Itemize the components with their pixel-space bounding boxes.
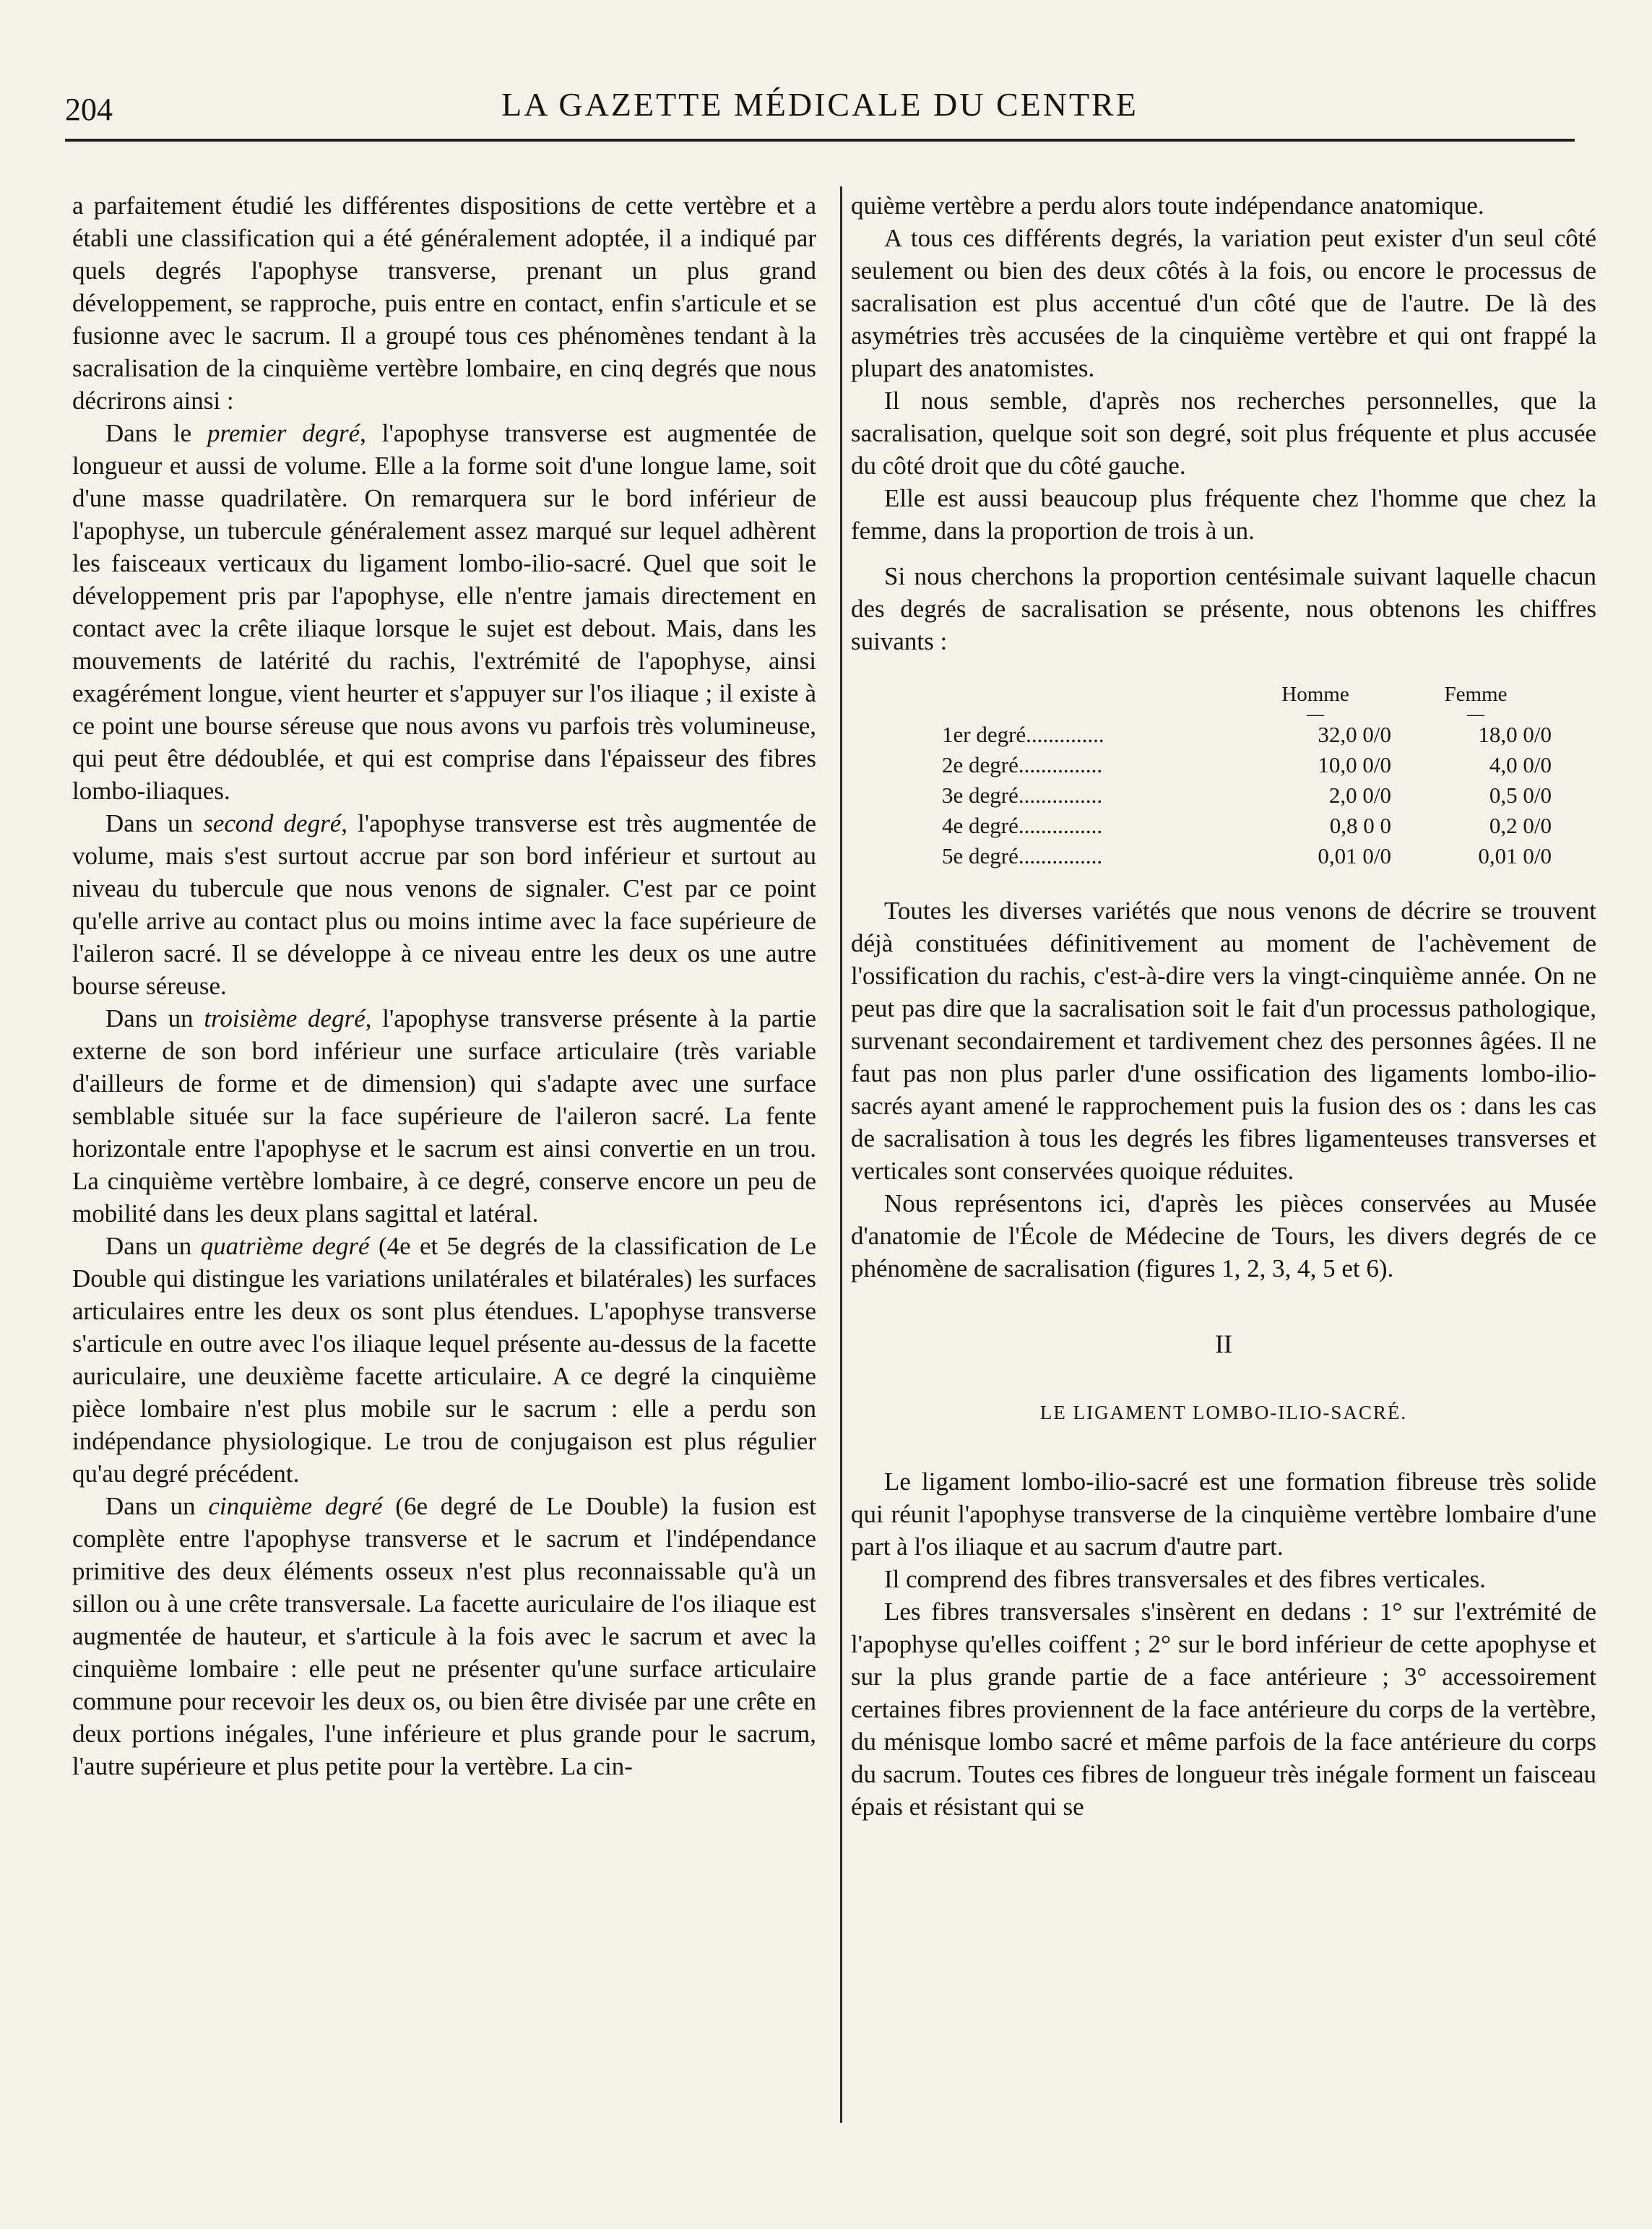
column-divider <box>840 186 842 2123</box>
paragraph: Elle est aussi beaucoup plus fréquente chez l'homme que chez la femme, dans la proportion de trois à un. <box>851 484 1596 545</box>
row-label: 4e degré............... <box>942 813 1103 838</box>
term-cinquieme-degre: cinquième degré <box>208 1492 383 1520</box>
table-header-homme: Homme <box>1281 683 1349 706</box>
row-femme: 18,0 0/0 <box>1478 722 1552 747</box>
page-header <box>65 85 1575 143</box>
row-femme: 0,01 0/0 <box>1478 843 1552 868</box>
paragraph: Si nous cherchons la proportion centésimale suivant laquelle chacun des degrés de sacralisation se présente, nous obtenons les chiffres suivants : <box>851 562 1596 655</box>
section-number: II <box>1215 1329 1232 1358</box>
paragraph-quatrieme-degre: Dans un quatrième degré (4e et 5e degrés de la classification de Le Double qui distingue les variations unilatérales et bilatérales) les surfaces articulaires entre les deux os sont plus étendues. L'apophyse transverse s'articule en outre avec l'os iliaque lequel présente au-dessus de la facette auriculaire, une deuxième facette articulaire. A ce degré la cinquième pièce lombaire n'est plus mobile sur le sacrum : elle a perdu son indépendance physiologique. Le trou de conjugaison est plus régulier qu'au degré précédent. <box>72 1232 816 1488</box>
row-homme: 32,0 0/0 <box>1318 722 1391 747</box>
table-row <box>938 811 1556 841</box>
paragraph: Le ligament lombo-ilio-sacré est une formation fibreuse très solide qui réunit l'apophyse transverse de la cinquième vertèbre lombaire d'une part à l'os iliaque et au sacrum d'autre part. <box>851 1467 1596 1561</box>
row-label: 3e degré............... <box>942 782 1103 808</box>
left-column <box>72 189 816 1782</box>
table-row <box>938 720 1556 750</box>
paragraph: A tous ces différents degrés, la variation peut exister d'un seul côté seulement ou bien des deux côtés à la fois, ou encore le processus de sacralisation est plus accentué d'un côté que de l'autre. De là des asymétries très accusées de la cinquième vertèbre et qui ont frappé la plupart des anatomistes. <box>851 224 1596 382</box>
row-homme: 0,8 0 0 <box>1329 813 1391 838</box>
paragraph: Il nous semble, d'après nos recherches personnelles, que la sacralisation, quelque soit son degré, soit plus fréquente et plus accusée du côté droit que du côté gauche. <box>851 387 1596 480</box>
table-row <box>938 750 1556 780</box>
right-column <box>851 189 1596 1823</box>
header-rule <box>65 139 1575 142</box>
row-femme: 0,2 0/0 <box>1489 813 1552 838</box>
paragraph: a parfaitement étudié les différentes dispositions de cette vertèbre et a établi une classification qui a été généralement adoptée, il a indiqué par quels degrés l'apophyse transverse, prenant un plus grand développement, se rapproche, puis entre en contact, enfin s'articule et se fusionne avec le sacrum. Il a groupé tous ces phénomènes tendant à la sacralisation de la cinquième vertèbre lombaire, en cinq degrés que nous décrirons ainsi : <box>72 191 816 415</box>
paragraph-troisieme-degre: Dans un troisième degré, l'apophyse transverse présente à la partie externe de son bord inférieur une surface articulaire (très variable d'ailleurs de forme et de dimension) qui s'adapte avec une surface semblable située sur la face supérieure de l'aileron sacré. La fente horizontale entre l'apophyse et le sacrum est ainsi convertie en un trou. La cinquième vertèbre lombaire, à ce degré, conserve encore un peu de mobilité dans les deux plans sagittal et latéral. <box>72 1004 816 1228</box>
row-label: 2e degré............... <box>942 752 1103 777</box>
row-label: 1er degré.............. <box>942 722 1104 747</box>
table-row <box>938 780 1556 811</box>
table-header-femme: Femme <box>1444 683 1508 706</box>
paragraph: Nous représentons ici, d'après les pièces conservées au Musée d'anatomie de l'École de Médecine de Tours, les divers degrés de ce phénomène de sacralisation (figures 1, 2, 3, 4, 5 et 6). <box>851 1189 1596 1282</box>
paragraph: quième vertèbre a perdu alors toute indépendance anatomique. <box>851 191 1484 220</box>
table-dash: — <box>1467 705 1484 724</box>
table-row <box>938 841 1556 871</box>
term-premier-degre: premier degré <box>207 419 360 447</box>
paragraph-second-degre: Dans un second degré, l'apophyse transverse est très augmentée de volume, mais s'est surtout accrue par son bord inférieur et surtout au niveau du tubercule que nous venons de signaler. C'est par ce point qu'elle arrive au contact plus ou moins intime avec la face supérieure de l'aileron sacré. Il se développe à ce niveau entre les deux os une autre bourse séreuse. <box>72 809 816 1000</box>
paragraph-cinquieme-degre: Dans un cinquième degré (6e degré de Le Double) la fusion est complète entre l'apophyse transverse et le sacrum et l'indépendance primitive des deux éléments osseux n'est plus reconnaissable qu'à un sillon ou à une crête transversale. La facette auriculaire de l'os iliaque est augmentée de hauteur, et s'articule à la fois avec le sacrum et avec la cinquième lombaire : elle peut ne présenter qu'une surface articulaire commune pour recevoir les deux os, ou bien être divisée par une crête en deux portions inégales, l'une inférieure et plus grande pour le sacrum, l'autre supérieure et plus petite pour la vertèbre. La cin- <box>72 1492 816 1780</box>
running-title: LA GAZETTE MÉDICALE DU CENTRE <box>501 86 1138 123</box>
row-femme: 0,5 0/0 <box>1489 782 1552 808</box>
row-homme: 2,0 0/0 <box>1328 782 1391 808</box>
row-homme: 10,0 0/0 <box>1318 752 1391 777</box>
row-homme: 0,01 0/0 <box>1318 843 1391 868</box>
sacralisation-table <box>938 679 1556 871</box>
paragraph-premier-degre: Dans le premier degré, l'apophyse transverse est augmentée de longueur et aussi de volume. Elle a la forme soit d'une longue lame, soit d'une masse quadrilatère. On remarquera sur le bord inférieur de l'apophyse, un tubercule généralement assez marqué sur lequel adhèrent les faisceaux verticaux du ligament lombo-ilio-sacré. Quel que soit le développement pris par l'apophyse, elle n'entre jamais directement en contact avec la crête iliaque lorsque le sujet est debout. Mais, dans les mouvements de latérité du rachis, l'extrémité de l'apophyse, ainsi exagérément longue, vient heurter et s'appuyer sur l'os iliaque ; il existe à ce point une bourse séreuse que nous avons vu parfois très volumineuse, qui peut être dédoublée, et qui est comprise dans l'épaisseur des fibres lombo-iliaques. <box>72 419 816 805</box>
row-label: 5e degré............... <box>942 843 1103 868</box>
paragraph: Les fibres transversales s'insèrent en dedans : 1° sur l'extrémité de l'apophyse qu'elles coiffent ; 2° sur le bord inférieur de cette apophyse et sur la plus grande partie de a face antérieure ; 3° accessoirement certaines fibres proviennent de la face antérieure du corps de la vertèbre, du ménisque lombo sacré et même parfois de la face antérieure du corps du sacrum. Toutes ces fibres de longueur très inégale forment un faisceau épais et résistant qui se <box>851 1598 1596 1821</box>
table-dash: — <box>1307 705 1324 724</box>
row-femme: 4,0 0/0 <box>1489 752 1552 777</box>
paragraph: Toutes les diverses variétés que nous venons de décrire se trouvent déjà constituées définitivement au moment de l'achèvement de l'ossification du rachis, c'est-à-dire vers la vingt-cinquième année. On ne peut pas dire que la sacralisation soit le fait d'un processus pathologique, survenant secondairement et tardivement chez des personnes âgées. Il ne faut pas non plus parler d'une ossification des ligaments lombo-ilio-sacrés ayant amené le rapprochement puis la fusion des os : dans les cas de sacralisation à tous les degrés les fibres ligamenteuses transverses et verticales sont conservées quoique réduites. <box>851 897 1596 1185</box>
term-quatrieme-degre: quatrième degré <box>200 1232 370 1260</box>
term-second-degre: second degré <box>203 809 342 837</box>
paragraph: Il comprend des fibres transversales et des fibres verticales. <box>884 1565 1486 1593</box>
page-number: 204 <box>65 92 113 127</box>
term-troisieme-degre: troisième degré <box>204 1004 366 1032</box>
section-title: LE LIGAMENT LOMBO-ILIO-SACRÉ. <box>1039 1402 1408 1423</box>
